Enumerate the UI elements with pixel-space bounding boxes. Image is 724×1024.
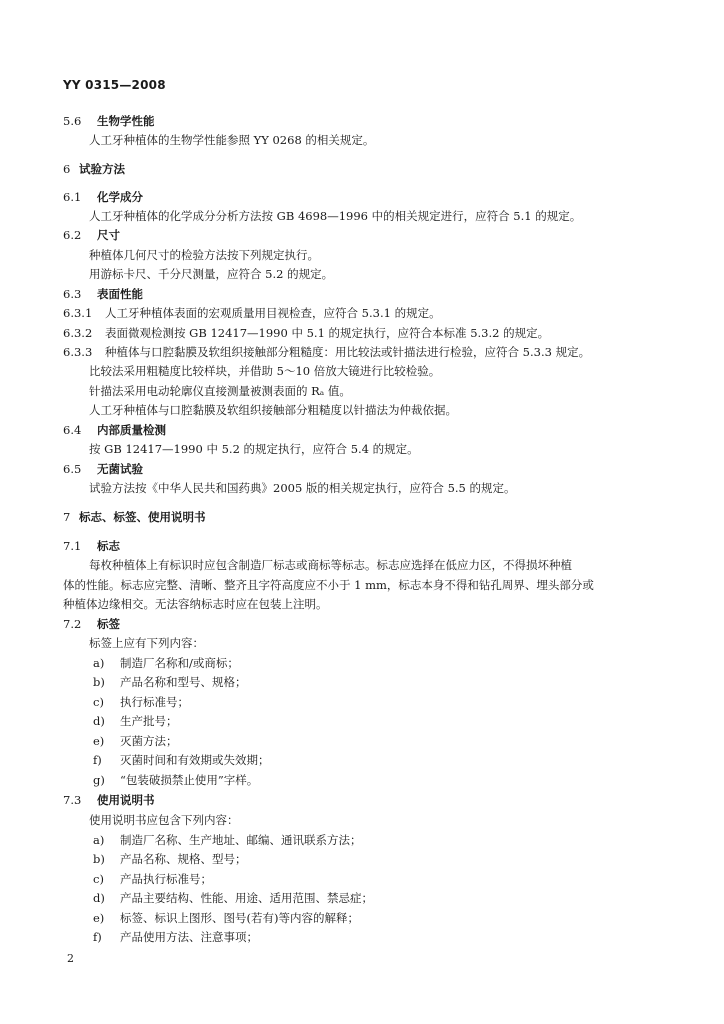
- clause-6-3-1: 6.3.1 人工牙种植体表面的宏观质量用目视检查，应符合 5.3.1 的规定。: [63, 306, 441, 320]
- paragraph: 使用说明书应包含下列内容：: [89, 813, 239, 827]
- list-item: e) 灭菌方法；: [93, 734, 178, 748]
- section-6-5-heading: 6.5 无菌试验: [63, 462, 143, 476]
- list-item: e) 标签、标识上图形、图号(若有)等内容的解释；: [93, 911, 359, 925]
- paragraph: 每枚种植体上有标识时应包含制造厂标志或商标等标志。标志应选择在低应力区，不得损坏种植: [89, 558, 572, 572]
- paragraph: 种植体边缘相交。无法容纳标志时应在包装上注明。: [63, 597, 328, 611]
- list-item: a) 制造厂名称、生产地址、邮编、通讯联系方法；: [93, 833, 362, 847]
- paragraph: 按 GB 12417—1990 中 5.2 的规定执行，应符合 5.4 的规定。: [89, 442, 419, 456]
- list-item: c) 产品执行标准号；: [93, 872, 212, 886]
- section-7-3-heading: 7.3 使用说明书: [63, 793, 155, 807]
- clause-6-3-2: 6.3.2 表面微观检测按 GB 12417—1990 中 5.1 的规定执行，应符合本标准 5.3.2 的规定。: [63, 326, 550, 340]
- section-6-2-heading: 6.2 尺寸: [63, 228, 120, 242]
- section-6-3-heading: 6.3 表面性能: [63, 287, 143, 301]
- list-item: b) 产品名称和型号、规格；: [93, 675, 247, 689]
- clause-6-3-3: 6.3.3 种植体与口腔黏膜及软组织接触部分粗糙度：用比较法或针描法进行检验，应符合 5.3.3 规定。: [63, 345, 591, 359]
- list-item: g) “包装破损禁止使用”字样。: [93, 773, 259, 787]
- list-item: f) 产品使用方法、注意事项；: [93, 930, 258, 944]
- paragraph: 种植体几何尺寸的检验方法按下列规定执行。: [89, 248, 319, 262]
- paragraph: 比较法采用粗糙度比较样块，并借助 5～10 倍放大镜进行比较检验。: [89, 364, 441, 378]
- section-5-6-heading: 5.6 生物学性能: [63, 114, 155, 128]
- paragraph: 人工牙种植体的生物学性能参照 YY 0268 的相关规定。: [89, 133, 375, 147]
- list-item: f) 灭菌时间和有效期或失效期；: [93, 753, 270, 767]
- standard-header: YY 0315—2008: [63, 78, 166, 92]
- paragraph: 用游标卡尺、千分尺测量，应符合 5.2 的规定。: [89, 267, 334, 281]
- list-item: d) 生产批号；: [93, 714, 178, 728]
- list-item: d) 产品主要结构、性能、用途、适用范围、禁忌症；: [93, 891, 373, 905]
- page-number: 2: [67, 952, 74, 965]
- paragraph: 试验方法按《中华人民共和国药典》2005 版的相关规定执行，应符合 5.5 的规定。: [89, 481, 516, 495]
- section-6-1-heading: 6.1 化学成分: [63, 190, 143, 204]
- paragraph: 人工牙种植体的化学成分分析方法按 GB 4698—1996 中的相关规定进行，应符合 5.1 的规定。: [89, 209, 582, 223]
- paragraph: 针描法采用电动轮廓仪直接测量被测表面的 Rₐ 值。: [89, 384, 351, 398]
- list-item: a) 制造厂名称和/或商标；: [93, 656, 239, 670]
- paragraph: 标签上应有下列内容：: [89, 636, 204, 650]
- paragraph: 体的性能。标志应完整、清晰、整齐且字符高度应不小于 1 mm，标志本身不得和钻孔周界、埋头部分或: [63, 578, 594, 592]
- section-7-2-heading: 7.2 标签: [63, 617, 120, 631]
- paragraph: 人工牙种植体与口腔黏膜及软组织接触部分粗糙度以针描法为仲裁依据。: [89, 403, 457, 417]
- section-7-1-heading: 7.1 标志: [63, 539, 120, 553]
- list-item: b) 产品名称、规格、型号；: [93, 852, 247, 866]
- list-item: c) 执行标准号；: [93, 695, 189, 709]
- section-6-heading: 6 试验方法: [63, 162, 125, 176]
- section-6-4-heading: 6.4 内部质量检测: [63, 423, 166, 437]
- section-7-heading: 7 标志、标签、使用说明书: [63, 510, 206, 524]
